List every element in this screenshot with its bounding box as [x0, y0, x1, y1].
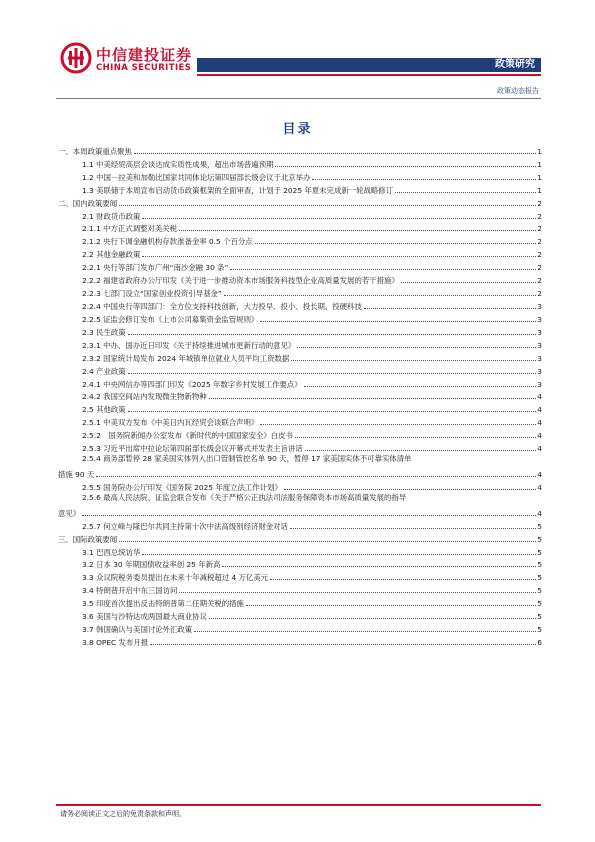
toc-entry[interactable]: [58, 285, 542, 298]
toc-page-number: 2: [537, 250, 542, 260]
toc-entry-text: 2.5.7 何立峰与隆巴尔共同主持第十次中法高级别经济财金对话: [82, 521, 288, 531]
toc-entry[interactable]: [58, 246, 542, 259]
toc-dot-leader: [142, 218, 536, 219]
section-label: 政策研究: [495, 59, 535, 70]
toc-page-number: 5: [537, 573, 542, 583]
toc-dot-leader: [142, 256, 536, 257]
toc-dot-leader: [128, 334, 537, 335]
logo-english-name: CHINA SECURITIES: [96, 63, 192, 73]
toc-dot-leader: [260, 321, 536, 322]
toc-entry-text: 1.3 美联储于本周宣布启动货币政策框架的全面审查，计划于 2025 年夏末完成新一轮战略修订: [82, 185, 394, 195]
toc-page-number: 4: [537, 392, 542, 402]
toc-entry-text: 三、国际政策要闻: [58, 534, 118, 544]
toc-page-number: 3: [537, 314, 542, 324]
toc-entry[interactable]: [58, 582, 542, 595]
toc-entry-text: 2.1.1 中方正式调整对美关税: [82, 224, 178, 234]
toc-page-number: 4: [537, 482, 542, 492]
toc-page-number: 3: [537, 366, 542, 376]
toc-dot-leader: [128, 411, 537, 412]
toc-entry-text: 2.2.1 央行等部门发布广州“南沙金融 30 条”: [82, 263, 229, 273]
toc-page-number: 5: [537, 612, 542, 622]
toc-page-number: 5: [537, 625, 542, 635]
toc-entry[interactable]: [58, 259, 542, 272]
toc-dot-leader: [246, 605, 536, 606]
toc-entry[interactable]: [58, 169, 542, 182]
toc-entry[interactable]: [58, 195, 542, 208]
toc-entry-text: 3.1 巴西总统访华: [82, 547, 141, 557]
toc-entry-text: 2.5.3 习近平出席中拉论坛第四届部长级会议开幕式并发表主旨讲话: [82, 444, 303, 454]
toc-entry[interactable]: [58, 505, 542, 518]
toc-entry[interactable]: [58, 440, 542, 453]
table-of-contents: [58, 143, 542, 647]
toc-title: 目录: [282, 122, 313, 137]
toc-entry[interactable]: [58, 401, 542, 414]
toc-entry-text: 2.3 民生政策: [82, 327, 126, 337]
logo-chinese-name: 中信建投证券: [96, 46, 193, 64]
toc-dot-leader: [222, 566, 536, 567]
toc-entry[interactable]: [58, 466, 542, 479]
toc-entry[interactable]: [58, 350, 542, 363]
toc-page-number: 2: [537, 211, 542, 221]
toc-dot-leader: [119, 541, 536, 542]
toc-entry-text: 3.3 众议院税务委员提出在未来十年减税超过 4 万亿美元: [82, 573, 269, 583]
toc-page-number: 3: [537, 301, 542, 311]
toc-dot-leader: [312, 179, 536, 180]
toc-entry-text: 2.2 其他金融政策: [82, 250, 141, 260]
toc-page-number: 3: [537, 353, 542, 363]
toc-entry-text: 2.5.2 国务院新闻办公室发布《新时代的中国国家安全》白皮书: [82, 431, 293, 441]
toc-page-number: 2: [537, 263, 542, 273]
toc-entry-text: 2.2.5 证监会修订发布《上市公司募集资金监管规则》: [82, 314, 259, 324]
toc-entry-text: 1.1 中美经贸高层会谈达成实质性成果，超出市场普遍预期: [82, 159, 274, 169]
toc-entry[interactable]: [58, 569, 542, 582]
toc-entry-text: 2.4.1 中央网信办等四部门印发《2025 年数字乡村发展工作要点》: [82, 379, 302, 389]
toc-dot-leader: [224, 295, 537, 296]
toc-entry-text: 3.7 韩国确认与美国讨论外汇政策: [82, 625, 193, 635]
toc-dot-leader: [291, 360, 536, 361]
toc-entry-text: 3.8 OPEC 发布月报: [82, 637, 149, 647]
toc-page-number: 3: [537, 327, 542, 337]
toc-entry[interactable]: [58, 557, 542, 570]
toc-page-number: 3: [537, 340, 542, 350]
toc-entry-text: 2.4 产业政策: [82, 366, 126, 376]
toc-dot-leader: [305, 450, 537, 451]
toc-entry[interactable]: [58, 544, 542, 557]
toc-entry-text[interactable]: 2.5.6 最高人民法院、证监会联合发布《关于严格公正执法司法服务保障资本市场高质量发展的指导: [82, 492, 407, 502]
toc-page-number: 2: [537, 198, 542, 208]
toc-entry[interactable]: [58, 208, 542, 221]
toc-dot-leader: [194, 631, 536, 632]
toc-entry-text: 2.1.2 央行下调金融机构存款准备金率 0.5 个百分点: [82, 237, 253, 247]
toc-entry[interactable]: [58, 233, 542, 246]
toc-entry[interactable]: [58, 337, 542, 350]
toc-page-number: 5: [537, 547, 542, 557]
toc-page-number: 4: [537, 418, 542, 428]
toc-entry-text: 2.2.3 七部门设立“国家创业投资引导基金”: [82, 289, 222, 299]
toc-entry[interactable]: [58, 518, 542, 531]
toc-entry-text: 2.5.5 国务院办公厅印发《国务院 2025 年度立法工作计划》: [82, 482, 282, 492]
toc-dot-leader: [290, 528, 536, 529]
toc-entry-text: 2.2.4 中国央行等四部门：全方位支持科技创新，大力投早、投小、投长期、投硬科技: [82, 301, 362, 311]
toc-entry-text: 2.4.2 我国空间站内发现微生物新物种: [82, 392, 207, 402]
toc-entry[interactable]: [58, 479, 542, 492]
toc-entry-text[interactable]: 2.5.4 商务部暂停 28 家美国实体列入出口管制管控名单 90 天，暂停 17 家美国实体不可靠实体清单: [82, 454, 412, 464]
toc-page-number: 1: [537, 172, 542, 182]
toc-dot-leader: [297, 347, 536, 348]
toc-dot-leader: [395, 192, 536, 193]
toc-dot-leader: [179, 230, 536, 231]
toc-entry-text: 3.2 日本 30 年期国债收益率创 25 年新高: [82, 560, 221, 570]
toc-page-number: 5: [537, 534, 542, 544]
toc-entry[interactable]: [58, 595, 542, 608]
toc-dot-leader: [82, 515, 536, 516]
toc-entry-text: 2.3.1 中办、国办近日印发《关于持续推进城市更新行动的意见》: [82, 340, 296, 350]
toc-entry[interactable]: [58, 272, 542, 285]
toc-dot-leader: [364, 308, 536, 309]
toc-dot-leader: [295, 437, 536, 438]
toc-entry[interactable]: [58, 182, 542, 195]
toc-entry[interactable]: [58, 634, 542, 647]
toc-entry[interactable]: [58, 143, 542, 156]
toc-dot-leader: [275, 166, 536, 167]
toc-dot-leader: [119, 205, 536, 206]
toc-page-number: 1: [537, 185, 542, 195]
toc-dot-leader: [179, 592, 536, 593]
toc-dot-leader: [284, 489, 536, 490]
toc-dot-leader: [96, 476, 536, 477]
toc-page-number: 4: [537, 431, 542, 441]
toc-page-number: 1: [537, 146, 542, 156]
toc-entry[interactable]: [58, 427, 542, 440]
toc-entry-text: 二、国内政策要闻: [58, 198, 118, 208]
toc-entry-text: 措施 90 天: [58, 469, 95, 479]
toc-page-number: 2: [537, 224, 542, 234]
toc-entry[interactable]: [58, 363, 542, 376]
toc-entry[interactable]: [58, 414, 542, 427]
toc-dot-leader: [230, 269, 536, 270]
toc-page-number: 2: [537, 237, 542, 247]
toc-entry[interactable]: [58, 324, 542, 337]
toc-entry-text: 2.2.2 福建省政府办公厅印发《关于进一步推动资本市场服务科技型企业高质量发展的若干措施》: [82, 276, 399, 286]
toc-page-number: 3: [537, 379, 542, 389]
footer-divider: [56, 804, 541, 806]
toc-dot-leader: [304, 386, 537, 387]
toc-dot-leader: [270, 579, 536, 580]
toc-dot-leader: [255, 243, 537, 244]
toc-entry-text: 2.1 财政货币政策: [82, 211, 141, 221]
toc-dot-leader: [150, 644, 536, 645]
toc-entry[interactable]: [58, 531, 542, 544]
toc-entry-text: 1.2 中国－拉美和加勒比国家共同体论坛第四届部长级会议于北京举办: [82, 172, 311, 182]
toc-page-number: 4: [537, 444, 542, 454]
toc-dot-leader: [260, 424, 536, 425]
toc-entry-text: 一、本周政策重点聚焦: [58, 146, 132, 156]
toc-page-number: 4: [537, 508, 542, 518]
toc-page-number: 2: [537, 276, 542, 286]
toc-page-number: 5: [537, 599, 542, 609]
toc-entry-text: 2.5.1 中美双方发布《中美日内瓦经贸会谈联合声明》: [82, 418, 259, 428]
section-banner: [197, 58, 541, 72]
footer-disclaimer: 请务必阅读正文之后的免责条款和声明。: [60, 810, 186, 818]
report-type-label: 政策动态报告: [497, 87, 539, 95]
toc-entry[interactable]: [58, 298, 542, 311]
toc-page-number: 5: [537, 560, 542, 570]
toc-dot-leader: [134, 153, 536, 154]
toc-page-number: 1: [537, 159, 542, 169]
toc-entry[interactable]: [58, 389, 542, 402]
china-securities-logo-icon: [60, 42, 92, 74]
toc-dot-leader: [401, 282, 537, 283]
banner-underline: [197, 74, 541, 76]
toc-dot-leader: [142, 554, 536, 555]
toc-entry-text: 3.4 特朗普开启中东三国访问: [82, 586, 178, 596]
toc-entry[interactable]: [58, 608, 542, 621]
toc-entry[interactable]: [58, 221, 542, 234]
toc-entry[interactable]: [58, 156, 542, 169]
toc-page-number: 6: [537, 637, 542, 647]
toc-entry[interactable]: [58, 311, 542, 324]
toc-page-number: 5: [537, 586, 542, 596]
toc-entry-text: 2.5 其他政策: [82, 405, 126, 415]
toc-page-number: 4: [537, 469, 542, 479]
toc-page-number: 4: [537, 405, 542, 415]
toc-page-number: 5: [537, 521, 542, 531]
toc-dot-leader: [128, 373, 537, 374]
toc-entry[interactable]: [58, 376, 542, 389]
toc-dot-leader: [209, 398, 537, 399]
toc-dot-leader: [209, 618, 536, 619]
toc-page-number: 2: [537, 289, 542, 299]
toc-entry-text: 意见》: [58, 508, 81, 518]
toc-entry[interactable]: [58, 621, 542, 634]
toc-entry-text: 3.5 印度首次提出反击特朗普第二任期关税的措施: [82, 599, 244, 609]
toc-entry-text: 3.6 美国与沙特达成两国最大商业协议: [82, 612, 207, 622]
header-divider: [56, 98, 541, 99]
toc-entry-text: 2.3.2 国家统计局发布 2024 年城镇单位就业人员平均工资数据: [82, 353, 290, 363]
